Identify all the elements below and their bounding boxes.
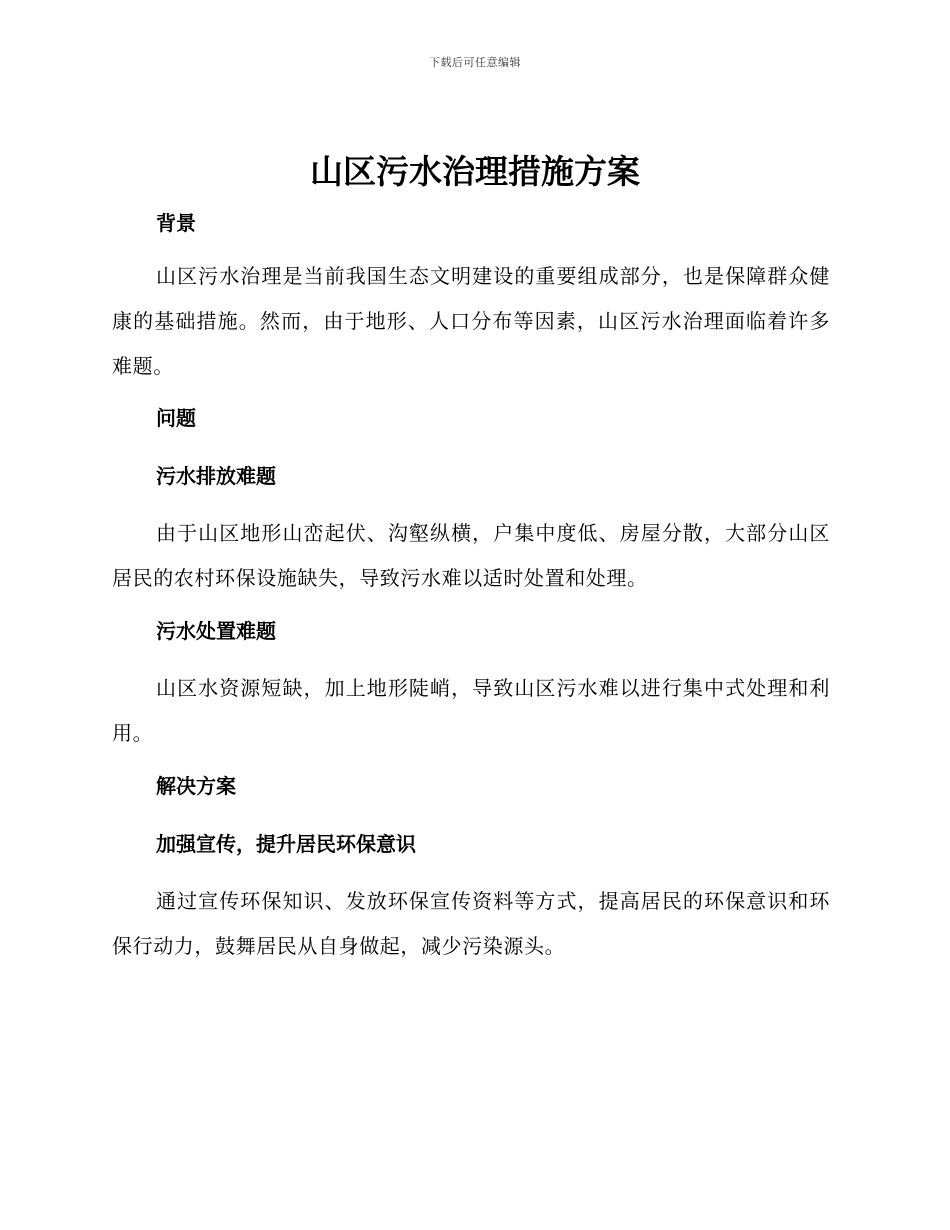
heading-problems: 问题 bbox=[156, 406, 196, 430]
heading-solutions: 解决方案 bbox=[156, 774, 236, 798]
paragraph-discharge-problem: 由于山区地形山峦起伏、沟壑纵横，户集中度低、房屋分散，大部分山区居民的农村环保设施缺失，导致污水难以适时处置和处理。 bbox=[112, 521, 830, 590]
paragraph-disposal-problem: 山区水资源短缺，加上地形陡峭，导致山区污水难以进行集中式处理和利用。 bbox=[112, 676, 830, 745]
paragraph-publicity-awareness: 通过宣传环保知识、发放环保宣传资料等方式，提高居民的环保意识和环保行动力，鼓舞居民从自身做起，减少污染源头。 bbox=[112, 889, 830, 958]
heading-disposal-problem: 污水处置难题 bbox=[156, 619, 276, 643]
heading-publicity-awareness: 加强宣传，提升居民环保意识 bbox=[156, 832, 416, 856]
heading-discharge-problem: 污水排放难题 bbox=[156, 464, 276, 488]
header-note: 下载后可任意编辑 bbox=[429, 56, 521, 69]
document-body bbox=[112, 198, 830, 969]
document-title: 山区污水治理措施方案 bbox=[310, 152, 640, 191]
paragraph-background: 山区污水治理是当前我国生态文明建设的重要组成部分，也是保障群众健康的基础措施。然而，由于地形、人口分布等因素，山区污水治理面临着许多难题。 bbox=[112, 264, 830, 378]
heading-background: 背景 bbox=[156, 211, 196, 235]
